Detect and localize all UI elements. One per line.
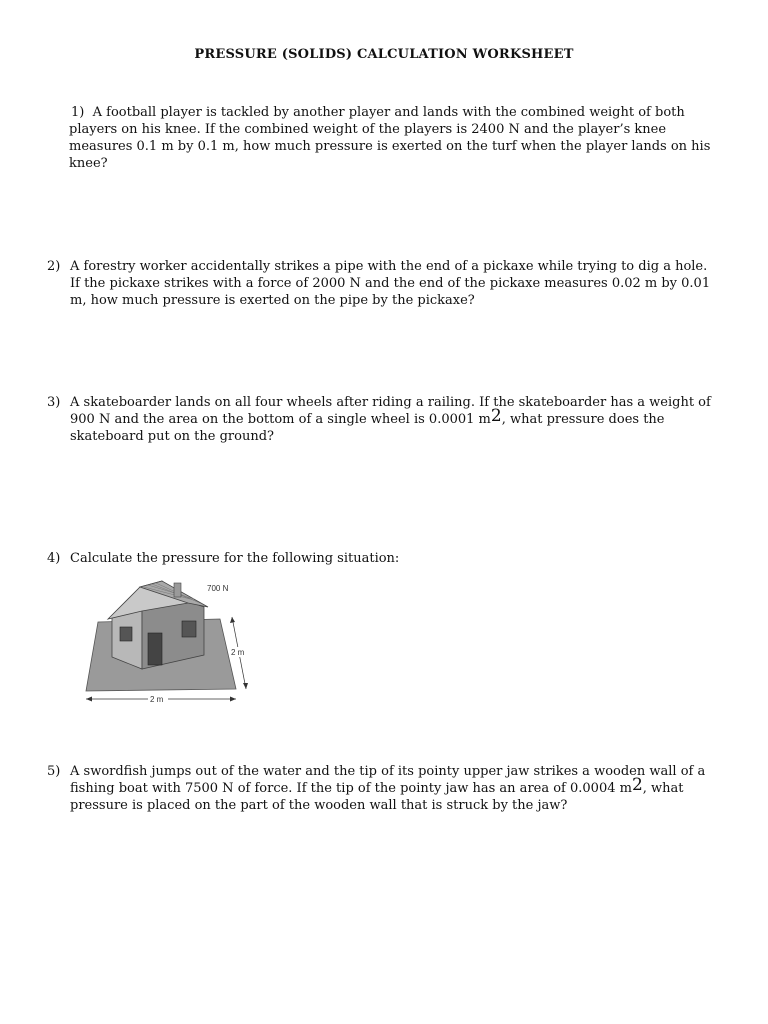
front-window: [182, 621, 196, 637]
question-3-text-b: , what pressure does the skateboard put on the ground?: [70, 412, 665, 444]
question-1-number: 1): [71, 105, 85, 120]
worksheet-title: PRESSURE (SOLIDS) CALCULATION WORKSHEET: [194, 47, 574, 62]
question-5-superscript: 2: [631, 775, 643, 795]
question-5-number: 5): [47, 764, 61, 779]
house-figure: [82, 577, 252, 707]
width-arrow-head-left: [86, 697, 92, 702]
question-4-text: Calculate the pressure for the following situation:: [70, 551, 400, 566]
chimney: [174, 583, 181, 597]
question-5-text: [70, 763, 720, 814]
side-window: [120, 627, 132, 641]
width-label: 2 m: [150, 695, 164, 704]
width-arrow-head-right: [230, 697, 236, 702]
force-label: 700 N: [207, 584, 229, 593]
question-5-text-b: , what pressure is placed on the part of the wooden wall that is struck by the jaw?: [70, 781, 684, 813]
question-2-text: A forestry worker accidentally strikes a pipe with the end of a pickaxe while trying to dig a hole. If the pickaxe strikes with a force of 2000 N and the end of the pickaxe measures 0.02 m by 0.01 m, how much pressure is exerted on the pipe by the pickaxe?: [70, 259, 711, 308]
question-5-text-a: A swordfish jumps out of the water and the tip of its pointy upper jaw strikes a wooden wall of a fishing boat with 7500 N of force. If the tip of the pointy jaw has an area of 0.0004 m: [70, 764, 706, 796]
height-arrow-head-top: [230, 617, 235, 623]
question-3-superscript: 2: [490, 406, 502, 426]
question-1-text: A football player is tackled by another player and lands with the combined weight of both players on his knee. If the combined weight of the players is 2400 N and the player’s knee measures 0.1 m by 0.1 m, how much pressure is exerted on the turf when the player lands on his knee?: [69, 105, 711, 171]
question-3-text: [70, 394, 720, 445]
question-3-text-a: A skateboarder lands on all four wheels after riding a railing. If the skateboarder has a weight of 900 N and the area on the bottom of a single wheel is 0.0001 m: [70, 395, 711, 427]
question-4-number: 4): [47, 551, 61, 566]
height-label: 2 m: [231, 648, 245, 657]
question-1: [69, 104, 719, 172]
door: [148, 633, 162, 665]
question-2-number: 2): [47, 259, 61, 274]
question-3-number: 3): [47, 395, 61, 410]
